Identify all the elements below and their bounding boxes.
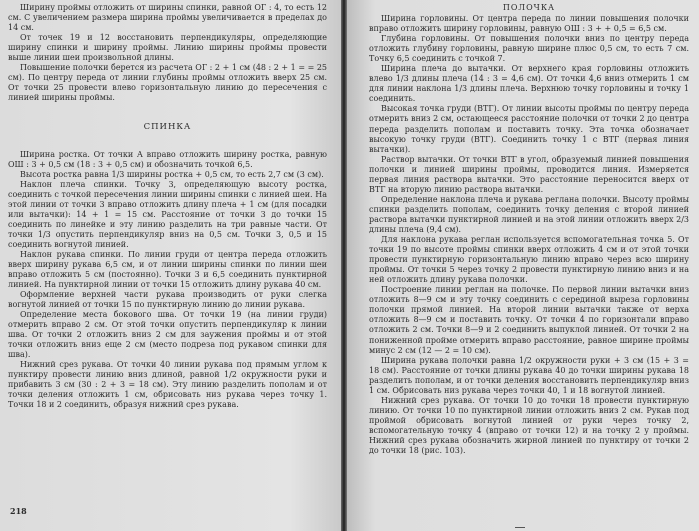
paragraph: Повышение полочки берется из расчета ОГ : 2 + 1 см (48 : 2 + 1 = = 25 см). По центру переда от линии глубины проймы отложить вверх 25 см. От точки 25 провести влево горизонтальную линию до пересечения с линией ширины проймы. [8, 63, 327, 102]
paragraph: Высота ростка равна 1/3 ширины ростка + 0,5 см, то есть 2,7 см (3 см). [20, 170, 324, 179]
paragraph: Ширина рукава полочки равна 1/2 окружности руки + 3 см (15 + 3 = 18 см). Расстояние от точки длины рукава 40 до точки ширины рукава 18 разделить пополам, и от точки деления восстановить перпендикуляр вниз 1 см. Обрисовать низ рукава через точки 40, 1 и 18 вогнутой линией. [369, 355, 689, 395]
left-body-text [8, 150, 327, 410]
paragraph: Ширину проймы отложить от ширины спинки, равной ОГ : 4, то есть 12 см. С увеличением размера ширина проймы увеличивается в пределах до 14 см. [8, 3, 327, 32]
paragraph: Построение линии реглан на полочке. По первой линии вытачки вниз отложить 8—9 см и эту точку соединить с серединой выреза горловины полочки прямой линией. На второй линии вытачки также от верха отложить 8—9 см и поставить точку. От точки 4 по горизонтали вправо отложить 2 см. Точки 8—9 и 2 соединить выпуклой линией. От точки 2 на пониженной пройме отмерить вправо расстояние, равное ширине проймы минус 2 см (12 — 2 = 10 см). [369, 285, 689, 355]
paragraph: Ширина горловины. От центра переда по линии повышения полочки вправо отложить ширину горловины, равную ОШ : 3 + + 0,5 = 6,5 см. [369, 14, 689, 34]
right-body-text [369, 14, 689, 456]
paragraph: Наклон рукава спинки. По линии груди от центра переда отложить вверх ширину рукава 6,5 см, и от линии ширины спинки по линии шеи вправо отложить 5 см (постоянно). Точки 3 и 6,5 соединить пунктирной линией. На пунктирной линии от точки 15 отложить длину рукава 40 см. [8, 250, 327, 289]
paragraph: Определение наклона плеча и рукава реглана полочки. Высоту проймы спинки разделить пополам, соединить точку деления с второй линией раствора вытачки пунктирной линией и на этой линии отложить вверх 2/3 длины плеча (9,4 см). [369, 194, 689, 234]
paragraph: Высокая точка груди (ВТГ). От линии высоты проймы по центру переда отмерить вниз 2 см, остающееся расстояние полочки от точки 2 до центра переда разделить пополам и поставить точку. Эта точка обозначает высокую точку груди (ВТГ). Соединить точку 1 с ВТГ (первая линия вытачки). [369, 104, 689, 154]
paragraph: Ширина плеча до вытачки. От верхнего края горловины отложить влево 1/3 длины плеча (14 : 3 = 4,6 см). От точки 4,6 вниз отмерить 1 см для линии наклона 1/3 длины плеча. Верхнюю точку горловины и точку 1 соединить. [369, 64, 689, 104]
paragraph: Ширина ростка. От точки А вправо отложить ширину ростка, равную ОШ : 3 + 0,5 см (18 : 3 + 0,5 см) и обозначить точкой 6,5. [8, 150, 327, 169]
footer-rule [515, 527, 525, 528]
paragraph: От точек 19 и 12 восстановить перпендикуляры, определяющие ширину спинки и ширину проймы. Линию ширины проймы провести выше линии шеи произвольной длины. [8, 33, 327, 62]
paragraph: Определение места бокового шва. От точки 19 (на линии груди) отмерить вправо 2 см. От этой точки опустить перпендикуляр к линии шва. От точки 2 отложить вниз 2 см для заужения проймы и от этой точки отложить вниз еще 2 см (место подреза под рукавом спинки для шва). [8, 310, 327, 359]
page-number: 218 [10, 506, 27, 516]
left-top-text [8, 3, 327, 103]
paragraph: Наклон плеча спинки. Точку 3, определяющую высоту ростка, соединить с точкой пересечения линии ширины спинки с линией шеи. На этой линии от точки 3 вправо отложить длину плеча + 1 см (для посадки или вытачки): 14 + 1 = 15 см. Расстояние от точки 3 до точки 15 соединить по линейке и эту линию разделить на три равные части. От точки 1/3 опустить перпендикуляр вниз на 0,5 см. Точки 3, 0,5 и 15 соединить вогнутой линией. [8, 180, 327, 249]
paragraph: Раствор вытачки. От точки ВТГ в угол, образуемый линией повышения полочки и линией ширины проймы, проводится линия. Измеряется первая линия раствора вытачки. Это расстояние переносится вверх от ВТГ на вторую линию раствора вытачки. [369, 154, 689, 194]
right-page [347, 0, 699, 531]
paragraph: Для наклона рукава реглан используется вспомогательная точка 5. От точки 19 по высоте проймы спинки вверх отложить 4 см и от этой точки провести пунктирную горизонтальную линию вправо через всю ширину проймы. От точки 5 через точку 2 провести пунктирную линию вниз и на ней отложить длину рукава полочки. [369, 235, 689, 285]
paragraph: Нижний срез рукава. От точки 40 линии рукава под прямым углом к пунктиру провести линию вниз длиной, равной 1/2 окружности руки и прибавить 3 см (30 : 2 + 3 = 18 см). Эту линию разделить пополам и от точки деления отложить 1 см, обрисовать низ рукава через точку 1. Точки 18 и 2 соединить, образуя нижний срез рукава. [8, 360, 327, 409]
left-page [0, 0, 341, 531]
section-title: СПИНКА [143, 122, 192, 132]
paragraph: Глубина горловины. От повышения полочки вниз по центру переда отложить глубину горловины, равную ширине плюс 0,5 см, то есть 7 см. Точку 6,5 соединить с точкой 7. [369, 34, 689, 64]
paragraph: Нижний срез рукава. От точки 10 до точки 18 провести пунктирную линию. От точки 10 по пунктирной линии отложить вниз 2 см. Рукав под проймой обрисовать вогнутой линией от руки через точку 2, вспомогательную точку 4 (вправо от точки 12) и на точку 2 у проймы. Нижний срез рукава обозначить жирной линией по пунктиру от точки 2 до точки 18 (рис. 103). [369, 395, 689, 456]
running-head: ПОЛОЧКА [502, 3, 556, 12]
paragraph: Оформление верхней части рукава производить от руки слегка вогнутой линией от точки 15 по пунктирную линию до линии рукава. [8, 290, 327, 309]
